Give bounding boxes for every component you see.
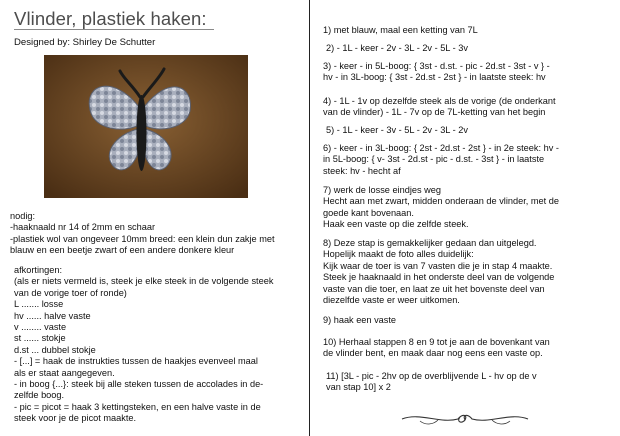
text-line: 9) haak een vaste: [323, 315, 397, 325]
text-line: Hecht aan met zwart, midden onderaan de vlinder, met de: [323, 196, 559, 207]
text-line: L ....... losse: [14, 299, 64, 310]
text-line: goede kant bovenaan.: [323, 207, 414, 218]
text-line: 4) - 1L - 1v op dezelfde steek als de vorige (de onderkant: [323, 96, 556, 106]
text-line: st ...... stokje: [14, 333, 66, 344]
step-8: [323, 238, 554, 306]
step-1: [323, 25, 478, 36]
text-line: nodig:: [10, 211, 36, 221]
text-line: -plastiek wol van ongeveer 10mm breed: een klein dun zakje met: [10, 233, 275, 244]
text-line: in 5L-boog: { v- 3st - 2d.st - pic - d.st. - 3st } - in laatste: [323, 154, 545, 165]
text-line: 8) Deze stap is gemakkelijker gedaan dan uitgelegd.: [323, 238, 537, 248]
text-line: Kijk waar de toer is van 7 vasten die je in stap 4 maakte.: [323, 260, 553, 271]
text-line: afkortingen:: [14, 265, 63, 275]
text-line: steek: hv - hecht af: [323, 165, 401, 176]
text-line: - pic = picot = haak 3 kettingsteken, en een halve vaste in de: [14, 401, 261, 412]
text-line: zelfde boog.: [14, 390, 65, 401]
text-line: diezelfde vaste er weer uitkomen.: [323, 295, 460, 306]
designer-credit: Designed by: Shirley De Schutter: [14, 37, 156, 48]
column-divider: [309, 0, 310, 436]
title-underline: [14, 29, 214, 30]
step-9: [323, 315, 396, 326]
text-line: vaste van die toer, en laat ze uit het bovenste deel van: [323, 283, 545, 294]
step-5: [326, 125, 468, 136]
text-line: 5) - 1L - keer - 3v - 5L - 2v - 3L - 2v: [326, 125, 468, 135]
text-line: 7) werk de losse eindjes weg: [323, 185, 441, 195]
text-line: 11) [3L - pic - 2hv op de overblijvende L - hv op de v: [326, 371, 537, 381]
text-line: v ........ vaste: [14, 322, 67, 333]
step-3: [323, 61, 550, 84]
text-line: (als er niets vermeld is, steek je elke steek in de volgende steek: [14, 276, 274, 287]
text-line: van de vlinder) - 1L - 7v op de 7L-ketting van het begin: [323, 107, 546, 118]
text-line: -haaknaald nr 14 of 2mm en schaar: [10, 222, 156, 233]
step-10: [323, 337, 550, 360]
text-line: als er staat aangegeven.: [14, 367, 115, 378]
text-line: - [...] = haak de instrukties tussen de haakjes evenveel maal: [14, 356, 258, 367]
text-line: 2) - 1L - keer - 2v - 3L - 2v - 5L - 3v: [326, 43, 468, 53]
text-line: Steek je haaknaald in het onderste deel van de volgende: [323, 272, 555, 283]
butterfly-photo: [44, 55, 248, 198]
abbreviations-section: [14, 265, 273, 425]
text-line: van de vorige toer of ronde): [14, 287, 127, 298]
text-line: 1) met blauw, maal een ketting van 7L: [323, 25, 478, 35]
text-line: 6) - keer - in 3L-boog: { 2st - 2d.st - 2st } - in 2e steek: hv -: [323, 143, 559, 153]
step-2: [326, 43, 468, 54]
text-line: hv ...... halve vaste: [14, 310, 91, 321]
materials-section: [10, 211, 275, 257]
step-7: [323, 185, 559, 231]
text-line: de vlinder bent, en maak daar nog eens een vaste op.: [323, 348, 543, 359]
text-line: d.st ... dubbel stokje: [14, 344, 96, 355]
text-line: hv - in 3L-boog: { 3st - 2d.st - 2st } - in laatste steek: hv: [323, 72, 546, 83]
text-line: Haak een vaste op die zelfde steek.: [323, 219, 469, 230]
text-line: - in boog {...}: steek bij alle steken tussen de accolades in de-: [14, 379, 264, 390]
step-4: [323, 96, 556, 119]
text-line: van stap 10] x 2: [326, 382, 391, 393]
step-11: [326, 371, 537, 394]
step-6: [323, 143, 559, 177]
ornament-divider-icon: [400, 408, 530, 430]
text-line: steek voor je de picot maakte.: [14, 413, 137, 424]
text-line: 3) - keer - in 5L-boog: { 3st - d.st. - pic - 2d.st - 3st - v } -: [323, 61, 550, 71]
text-line: 10) Herhaal stappen 8 en 9 tot je aan de bovenkant van: [323, 337, 550, 347]
text-line: Hopelijk maakt de foto alles duidelijk:: [323, 249, 474, 260]
text-line: blauw en een beetje zwart of een andere donkere kleur: [10, 245, 235, 256]
document-title: Vlinder, plastiek haken:: [14, 8, 207, 29]
